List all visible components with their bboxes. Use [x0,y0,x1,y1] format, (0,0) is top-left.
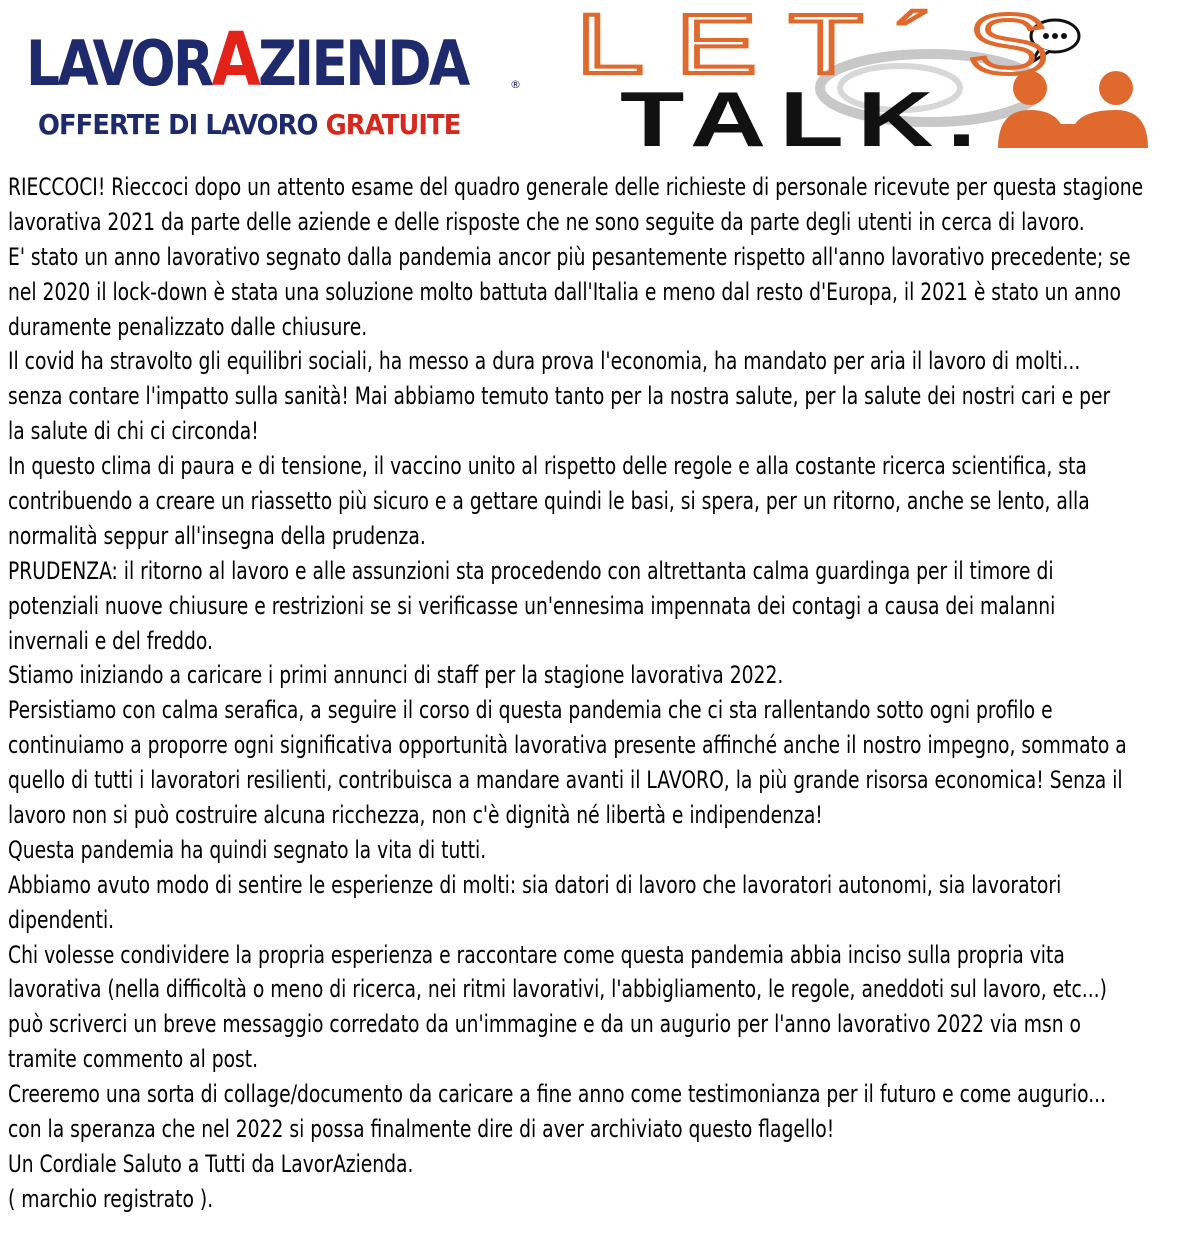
body-line: E' stato un anno lavorativo segnato dalla pandemia ancor più pesantemente rispetto all'anno lavorativo precedente; se [8,242,1131,271]
lets-talk-logo [570,0,1170,168]
body-line: Chi volesse condividere la propria esperienza e raccontare come questa pandemia abbia inciso sulla propria vita [8,940,1065,969]
body-line: lavorativa (nella difficoltà o meno di ricerca, nei ritmi lavorativi, l'abbigliamento, le regole, aneddoti sul lavoro, etc...) [8,975,1107,1004]
body-line: lavoro non si può costruire alcuna ricchezza, non c'è dignità né libertà e indipendenza! [8,801,823,830]
body-line: lavorativa 2021 da parte delle aziende e delle risposte che ne sono seguite da parte degli utenti in cerca di lavoro. [8,207,1085,236]
body-line: Abbiamo avuto modo di sentire le esperienze di molti: sia datori di lavoro che lavoratori autonomi, sia lavoratori [8,870,1062,899]
brand-part-a-letter: A [211,17,259,103]
brand-wordmark [26,17,468,104]
tagline-part-gratuite: GRATUITE [325,108,461,141]
body-line: normalità seppur all'insegna della prudenza. [8,521,426,550]
body-line: con la speranza che nel 2022 si possa finalmente dire di aver archiviato questo flagello! [8,1115,835,1144]
body-line: tramite commento al post. [8,1045,259,1074]
body-line: nel 2020 il lock-down è stata una soluzione molto battuta dall'Italia e meno dal resto d'Europa, il 2021 è stato un anno [8,277,1121,306]
body-line: contribuendo a creare un riassetto più sicuro e a gettare quindi le basi, si spera, per un ritorno, anche se lento, alla [8,487,1090,516]
lavorazienda-logo [26,17,526,150]
lets-wordmark: LET´S [576,0,1081,91]
brand-tagline [38,108,460,141]
body-line: Stiamo iniziando a caricare i primi annunci di staff per la stagione lavorativa 2022. [8,661,784,690]
body-line: continuiamo a proporre ogni significativa opportunità lavorativa presente affinché anche il nostro impegno, sommato a [8,731,1127,760]
brand-part-lavor: LAVOR [26,27,212,100]
body-line: Il covid ha stravolto gli equilibri sociali, ha messo a dura prova l'economia, ha mandato per aria il lavoro di molti... [8,347,1081,376]
body-line: duramente penalizzato dalle chiusure. [8,312,368,341]
header-banner [0,0,1180,172]
body-line: può scriverci un breve messaggio corredato da un'immagine e da un augurio per l'anno lavorativo 2022 via msn o [8,1010,1081,1039]
body-line: quello di tutti i lavoratori resilienti, contribuisca a mandare avanti il LAVORO, la più grande risorsa economica! Senza il [8,766,1123,795]
body-line: Questa pandemia ha quindi segnato la vita di tutti. [8,835,487,864]
talk-wordmark: TALK. [620,75,990,163]
body-line: senza contare l'impatto sulla sanità! Mai abbiamo temuto tanto per la nostra salute, per la salute dei nostri cari e per [8,382,1111,411]
body-line: la salute di chi ci circonda! [8,417,259,446]
registered-mark: ® [510,78,521,91]
body-line: ( marchio registrato ). [8,1184,214,1213]
body-line: dipendenti. [8,905,115,934]
body-line: Creeremo una sorta di collage/documento da caricare a fine anno come testimonianza per il futuro e come augurio... [8,1080,1107,1109]
body-line: PRUDENZA: il ritorno al lavoro e alle assunzioni sta procedendo con altrettanta calma guardinga per il timore di [8,556,1054,585]
announcement-body [8,170,1174,1217]
body-line: Un Cordiale Saluto a Tutti da LavorAzienda. [8,1149,414,1178]
body-line: Persistiamo con calma serafica, a seguire il corso di questa pandemia che ci sta rallentando sotto ogni profilo e [8,696,1053,725]
body-line: invernali e del freddo. [8,626,213,655]
body-line: In questo clima di paura e di tensione, il vaccino unito al rispetto delle regole e alla costante ricerca scientifica, sta [8,452,1087,481]
body-line: potenziali nuove chiusure e restrizioni se si verificasse un'ennesima impennata dei contagi a causa dei malanni [8,591,1056,620]
tagline-part-offerte: OFFERTE DI LAVORO [38,108,326,141]
brand-part-zienda: ZIENDA [258,27,468,100]
body-line: RIECCOCI! Rieccoci dopo un attento esame del quadro generale delle richieste di personale ricevute per questa stagione [8,173,1144,201]
